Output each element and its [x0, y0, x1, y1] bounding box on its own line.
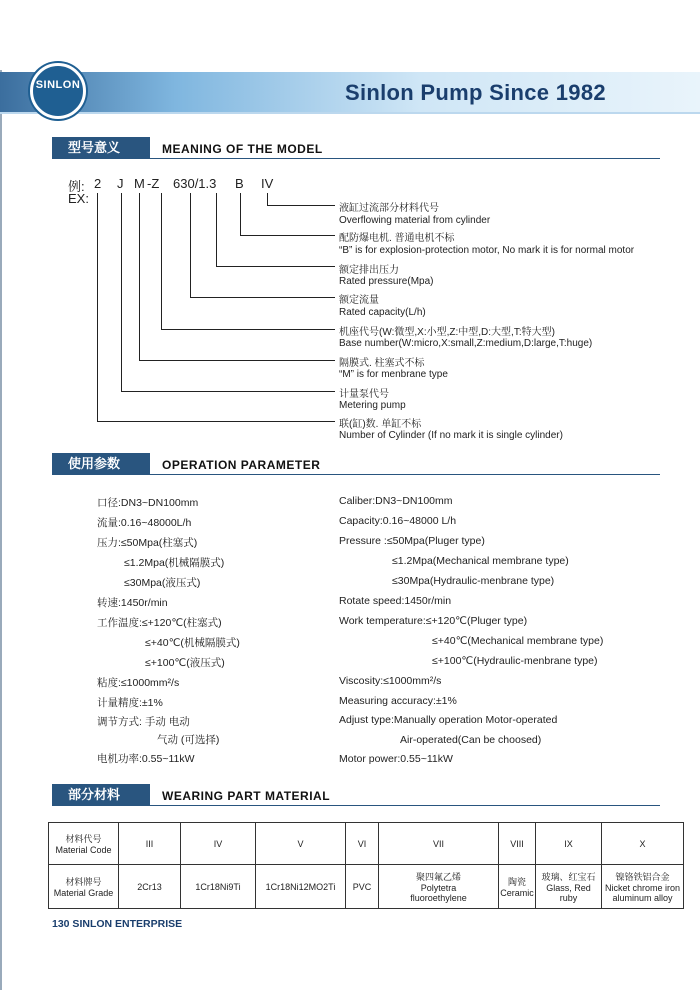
table-cell	[602, 865, 684, 909]
section-tab-param: 使用参数	[52, 453, 150, 475]
header-cn: 材料代号	[65, 834, 102, 844]
sinlon-logo	[30, 63, 86, 119]
annot-membrane-cn: 隔膜式. 柱塞式不标	[339, 358, 425, 369]
header-en: Material Grade	[53, 888, 114, 898]
leader-line	[240, 193, 241, 235]
annot-metering-cn: 计量泵代号	[339, 389, 389, 400]
param-cn-motor-power: 电机功率:0.55~11kW	[97, 753, 195, 765]
table-cell: X	[602, 823, 684, 865]
logo-text: SINLON	[35, 79, 81, 91]
cell-line: Nicket chrome iron	[604, 883, 681, 893]
annot-cylinders-en: Number of Cylinder (If no mark it is single cylinder)	[339, 430, 563, 441]
param-cn-viscosity: 粘度:≤1000mm²/s	[97, 677, 180, 689]
section-title-material: WEARING PART MATERIAL	[162, 789, 331, 803]
param-cn-accuracy: 计量精度:±1%	[97, 697, 163, 709]
param-en-pressure: Pressure :≤50Mpa(Pluger type)	[339, 535, 485, 547]
material-grade-header	[49, 865, 119, 909]
cell-line: aluminum alloy	[612, 893, 673, 903]
section-title-param: OPERATION PARAMETER	[162, 458, 321, 472]
param-en-motor-power: Motor power:0.55~11kW	[339, 753, 453, 765]
table-cell	[119, 865, 181, 909]
annot-metering-en: Metering pump	[339, 400, 406, 411]
section-title-model: MEANING OF THE MODEL	[162, 142, 323, 156]
param-en-capacity: Capacity:0.16~48000 L/h	[339, 515, 457, 527]
table-cell: IV	[181, 823, 256, 865]
param-en-accuracy: Measuring accuracy:±1%	[339, 695, 457, 707]
param-en-speed: Rotate speed:1450r/min	[339, 595, 452, 607]
code-explosion: B	[235, 176, 244, 191]
param-en-pressure-2: ≤1.2Mpa(Mechanical membrane type)	[392, 555, 569, 567]
cell-line: 玻璃、红宝石	[541, 872, 596, 882]
table-cell	[536, 865, 602, 909]
header-cn: 材料牌号	[65, 877, 102, 887]
cell-line: fluoroethylene	[410, 893, 467, 903]
cell-line: 2Cr13	[137, 881, 162, 892]
code-base: -Z	[147, 176, 160, 191]
leader-line	[267, 193, 268, 205]
leader-line	[121, 391, 335, 392]
section-tab-material: 部分材料	[52, 784, 150, 806]
table-cell	[346, 865, 379, 909]
annot-capacity-en: Rated capacity(L/h)	[339, 307, 426, 318]
cell-line: Ceramic	[500, 888, 534, 898]
table-cell: VII	[379, 823, 499, 865]
leader-line	[121, 193, 122, 391]
param-cn-pressure-2: ≤1.2Mpa(机械隔膜式)	[124, 557, 225, 569]
param-en-caliber: Caliber:DN3~DN100mm	[339, 495, 453, 507]
leader-line	[139, 193, 140, 360]
code-metering: J	[117, 176, 124, 191]
annot-membrane-en: “M” is for menbrane type	[339, 369, 448, 380]
table-cell: IX	[536, 823, 602, 865]
leader-line	[139, 360, 335, 361]
annot-cylinders-cn: 联(缸)数. 单缸不标	[339, 419, 422, 430]
param-en-temperature: Work temperature:≤+120℃(Pluger type)	[339, 615, 528, 627]
table-cell: VI	[346, 823, 379, 865]
material-table	[48, 822, 684, 909]
section-tab-model: 型号意义	[52, 137, 150, 159]
annot-pressure-cn: 额定排出压力	[339, 265, 399, 276]
param-en-pressure-3: ≤30Mpa(Hydraulic-menbrane type)	[392, 575, 555, 587]
leader-line	[216, 266, 335, 267]
param-en-temperature-2: ≤+40℃(Mechanical membrane type)	[432, 635, 604, 647]
table-cell: III	[119, 823, 181, 865]
annot-base-en: Base number(W:micro,X:small,Z:medium,D:large,T:huge)	[339, 338, 593, 349]
leader-line	[216, 193, 217, 266]
page-edge-line	[0, 70, 2, 990]
annot-base-cn: 机座代号(W:微型,X:小型,Z:中型,D:大型,T:特大型)	[339, 327, 555, 338]
leader-line	[190, 297, 335, 298]
param-cn-capacity: 流量:0.16~48000L/h	[97, 517, 192, 529]
code-cylinders: 2	[94, 176, 102, 191]
code-membrane: M	[134, 176, 145, 191]
annot-material-en: Overflowing material from cylinder	[339, 215, 491, 226]
cell-line: PVC	[352, 881, 372, 892]
section-rule-param	[52, 474, 660, 475]
param-cn-temperature: 工作温度:≤+120℃(柱塞式)	[97, 617, 222, 629]
material-grade-row	[49, 865, 684, 909]
header-en: Material Code	[55, 845, 112, 855]
leader-line	[161, 193, 162, 329]
leader-line	[190, 193, 191, 297]
param-cn-adjust-2: 气动 (可选择)	[157, 734, 220, 746]
annot-pressure-en: Rated pressure(Mpa)	[339, 276, 434, 287]
table-cell	[379, 865, 499, 909]
section-rule-model	[52, 158, 660, 159]
material-code-row	[49, 823, 684, 865]
table-cell: VIII	[499, 823, 536, 865]
code-capacity-pressure: 630/1.3	[173, 176, 217, 191]
cell-line: 1Cr18Ni12MO2Ti	[265, 881, 336, 892]
leader-line	[161, 329, 335, 330]
table-cell	[256, 865, 346, 909]
annot-explosion-cn: 配防爆电机. 普通电机不标	[339, 233, 455, 244]
cell-line: Glass, Red ruby	[546, 883, 591, 903]
param-cn-speed: 转速:1450r/min	[97, 597, 168, 609]
param-cn-temperature-3: ≤+100℃(液压式)	[145, 657, 225, 669]
param-cn-pressure-3: ≤30Mpa(液压式)	[124, 577, 201, 589]
annot-explosion-en: “B” is for explosion-protection motor, No mark it is for normal motor	[339, 245, 635, 256]
annot-material-cn: 液缸过流部分材料代号	[339, 203, 439, 214]
example-label-cn: 例:	[68, 179, 85, 194]
table-cell: V	[256, 823, 346, 865]
cell-line: 聚四氟乙烯	[415, 872, 461, 882]
table-cell	[499, 865, 536, 909]
table-cell	[181, 865, 256, 909]
cell-line: 1Cr18Ni9Ti	[195, 881, 241, 892]
param-cn-temperature-2: ≤+40℃(机械隔膜式)	[145, 637, 240, 649]
leader-line	[240, 235, 335, 236]
param-cn-caliber: 口径:DN3~DN100mm	[97, 497, 199, 509]
param-cn-adjust: 调节方式: 手动 电动	[97, 716, 190, 728]
cell-line: 镍铬铁铝合金	[615, 872, 670, 882]
param-cn-pressure: 压力:≤50Mpa(柱塞式)	[97, 537, 198, 549]
material-code-header	[49, 823, 119, 865]
section-rule-material	[52, 805, 660, 806]
leader-line	[97, 193, 98, 421]
param-en-adjust: Adjust type:Manually operation Motor-operated	[339, 714, 558, 726]
brand-slogan: Sinlon Pump Since 1982	[345, 80, 606, 105]
cell-line: 陶瓷	[507, 877, 526, 887]
annot-capacity-cn: 额定流量	[339, 295, 379, 306]
param-en-adjust-2: Air-operated(Can be choosed)	[400, 734, 542, 746]
param-en-temperature-3: ≤+100℃(Hydraulic-menbrane type)	[432, 655, 598, 667]
code-material: IV	[261, 176, 274, 191]
leader-line	[97, 421, 335, 422]
header-stripe	[0, 112, 700, 114]
example-label-en: EX:	[68, 191, 89, 206]
cell-line: Polytetra	[420, 883, 457, 893]
footer-page-label: 130 SINLON ENTERPRISE	[52, 918, 183, 930]
param-en-viscosity: Viscosity:≤1000mm²/s	[339, 675, 442, 687]
leader-line	[267, 205, 335, 206]
